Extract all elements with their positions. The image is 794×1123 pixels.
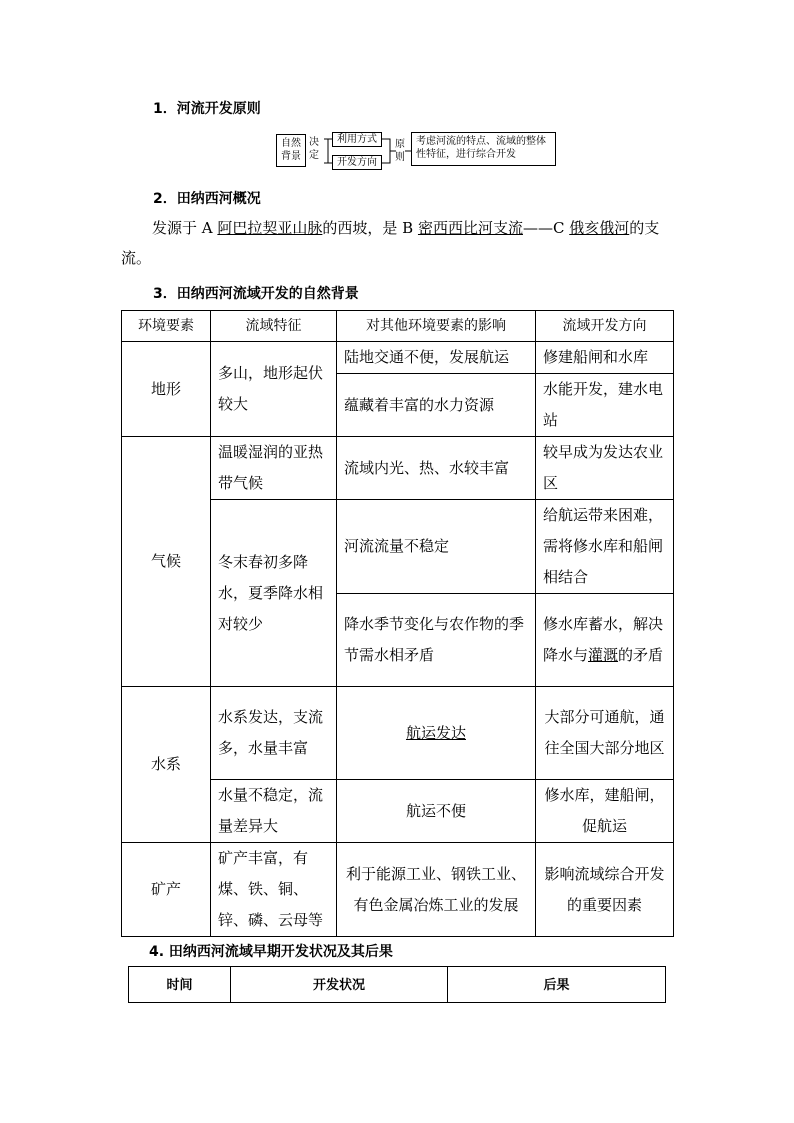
principle-diagram <box>272 128 558 174</box>
climate-direction-1: 较早成为发达农业区 <box>536 437 674 500</box>
water-effect-1 <box>337 687 536 780</box>
header-direction: 流域开发方向 <box>536 311 674 342</box>
diagram-use-mode: 利用方式 <box>332 132 382 147</box>
overview-text-2: 的西坡，是 B <box>322 219 418 237</box>
ohio-river: 俄亥俄河 <box>569 219 630 237</box>
irrigation-term: 灌溉 <box>588 646 619 664</box>
header-time: 时间 <box>129 967 231 1003</box>
terrain-feature: 多山，地形起伏较大 <box>211 342 337 437</box>
climate-effect-3: 降水季节变化与农作物的季节需水相矛盾 <box>337 594 536 687</box>
diagram-principle-label: 原则 <box>395 139 405 163</box>
factor-terrain: 地形 <box>122 342 211 437</box>
water-direction-2: 修水库，建船闸，促航运 <box>536 780 674 843</box>
table-row <box>122 843 674 937</box>
table-row <box>122 437 674 500</box>
diagram-decide-label: 决定 <box>309 137 319 161</box>
header-factor: 环境要素 <box>122 311 211 342</box>
factor-water: 水系 <box>122 687 211 843</box>
terrain-direction-1: 修建船闸和水库 <box>536 342 674 374</box>
header-feature: 流域特征 <box>211 311 337 342</box>
factor-climate: 气候 <box>122 437 211 687</box>
mineral-direction: 影响流域综合开发的重要因素 <box>536 843 674 937</box>
section-heading-2: 2．田纳西河概况 <box>153 191 261 207</box>
header-status: 开发状况 <box>231 967 448 1003</box>
terrain-direction-2: 水能开发，建水电站 <box>536 374 674 437</box>
mississippi-tributary: 密西西比河支流 <box>417 219 523 237</box>
section-heading-1: 1．河流开发原则 <box>153 101 261 117</box>
diagram-description: 考虑河流的特点、流域的整体性特征，进行综合开发 <box>411 132 556 166</box>
tennessee-overview <box>121 213 677 273</box>
table-row <box>122 687 674 780</box>
shipping-developed: 航运发达 <box>405 723 466 742</box>
appalachian-mountains: 阿巴拉契亚山脉 <box>217 219 323 237</box>
table-row <box>122 342 674 374</box>
water-effect-2: 航运不便 <box>337 780 536 843</box>
climate-effect-2: 河流流量不稳定 <box>337 500 536 594</box>
table-header-row <box>122 311 674 342</box>
climate-direction-3 <box>536 594 674 687</box>
mineral-feature: 矿产丰富，有煤、铁、铜、锌、磷、云母等 <box>211 843 337 937</box>
climate-feature-2: 冬末春初多降水，夏季降水相对较少 <box>211 500 337 687</box>
water-feature-1: 水系发达，支流多，水量丰富 <box>211 687 337 780</box>
natural-background-table <box>121 310 674 937</box>
early-development-table <box>128 966 666 1003</box>
water-direction-1: 大部分可通航，通往全国大部分地区 <box>536 687 674 780</box>
mineral-effect: 利于能源工业、钢铁工业、有色金属冶炼工业的发展 <box>337 843 536 937</box>
climate-direction-2: 给航运带来困难，需将修水库和船闸相结合 <box>536 500 674 594</box>
climate-feature-1: 温暖湿润的亚热带气候 <box>211 437 337 500</box>
climate-direction-3-b: 的矛盾 <box>618 646 664 664</box>
overview-text-4: 的支流。 <box>121 219 660 267</box>
factor-mineral: 矿产 <box>122 843 211 937</box>
section-heading-3: 3．田纳西河流域开发的自然背景 <box>153 286 359 302</box>
water-feature-2: 水量不稳定，流量差异大 <box>211 780 337 843</box>
overview-text-1: 发源于 A <box>152 219 218 237</box>
section-heading-4: 4. 田纳西河流域早期开发状况及其后果 <box>149 944 393 960</box>
diagram-dev-direction: 开发方向 <box>332 155 382 170</box>
climate-effect-1: 流域内光、热、水较丰富 <box>337 437 536 500</box>
terrain-effect-1: 陆地交通不便，发展航运 <box>337 342 536 374</box>
overview-text-3: ——C <box>522 219 570 237</box>
header-effect: 对其他环境要素的影响 <box>337 311 536 342</box>
terrain-effect-2: 蕴藏着丰富的水力资源 <box>337 374 536 437</box>
header-result: 后果 <box>448 967 666 1003</box>
table-header-row <box>129 967 666 1003</box>
climate-direction-3-a: 修水库蓄水，解决降水与 <box>543 615 664 664</box>
diagram-natural-background: 自然背景 <box>276 134 306 167</box>
